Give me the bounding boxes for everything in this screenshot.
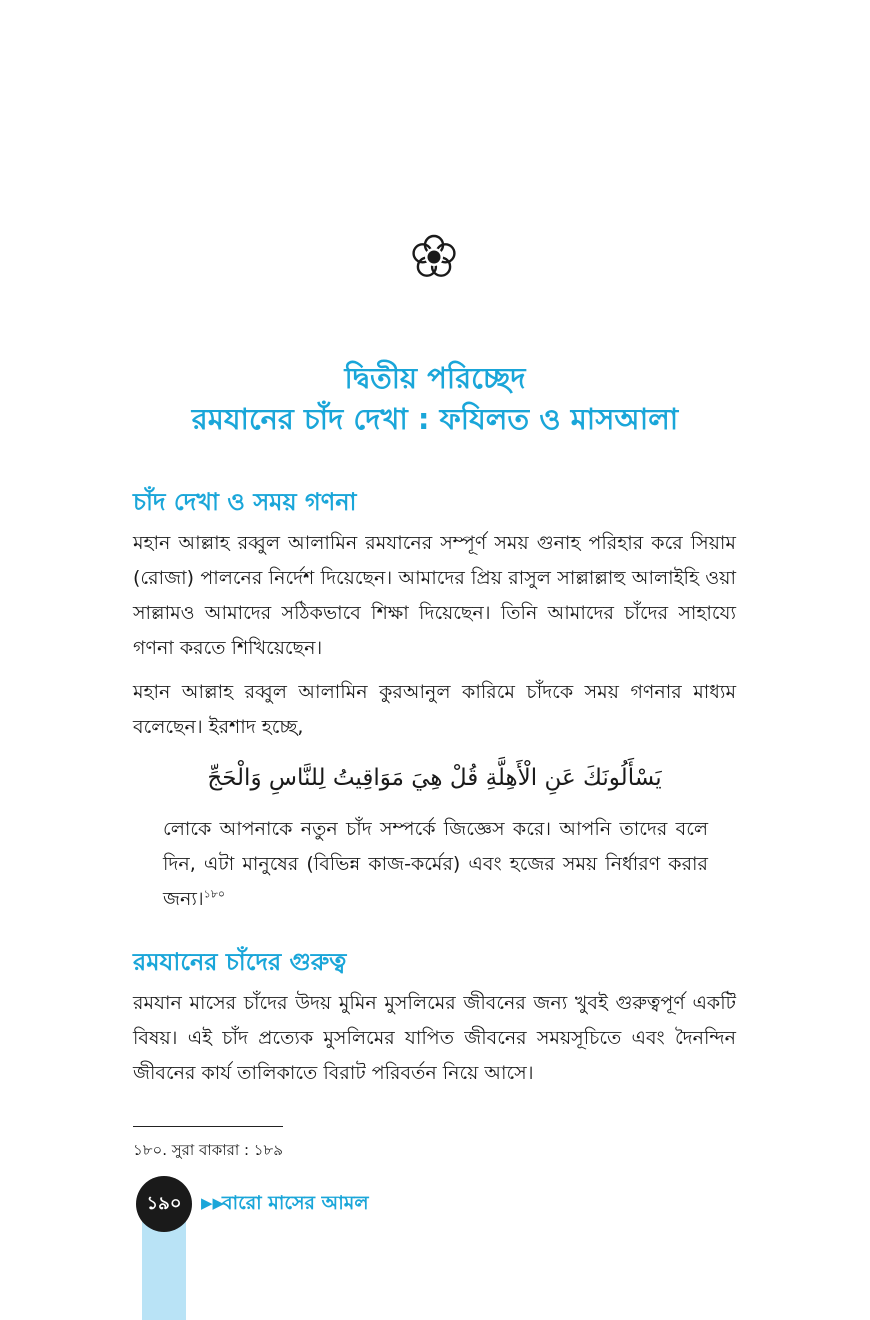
footnote-text: ১৮০. সুরা বাকারা : ১৮৯ xyxy=(133,1141,283,1159)
flower-ornament-icon xyxy=(410,233,458,281)
arabic-verse: يَسْأَلُونَكَ عَنِ الْأَهِلَّةِ قُلْ هِيَ مَوَاقِيتُ لِلنَّاسِ وَالْحَجِّ xyxy=(207,765,662,791)
paragraph-fasting-instruction: মহান আল্লাহ রব্বুল আলামিন রমযানের সম্পূর্ণ সময় গুনাহ পরিহার করে সিয়াম (রোজা) পালনের নির্দেশ দিয়েছেন। আমাদের প্রিয় রাসুল সাল্লাল্লাহু আলাইহি ওয়া সাল্লামও আমাদের সঠিকভাবে শিক্ষা দিয়েছেন। তিনি আমাদের চাঁদের সাহায্যে গণনা করতে শিখিয়েছেন। xyxy=(133,532,736,659)
chapter-label: দ্বিতীয় পরিচ্ছেদ xyxy=(344,361,526,395)
verse-translation xyxy=(163,812,708,917)
footnote-reference: ১৮০ xyxy=(203,887,226,901)
chapter-title: রমযানের চাঁদ দেখা : ফযিলত ও মাসআলা xyxy=(191,402,679,436)
paragraph-ramadan-moon: রমযান মাসের চাঁদের উদয় মুমিন মুসলিমের জীবনের জন্য খুবই গুরুত্বপূর্ণ একটি বিষয়। এই চাঁদ প্রত্যেক মুসলিমের যাপিত জীবনের সময়সূচিতে এবং দৈনন্দিন জীবনের কার্য তালিকাতে বিরাট পরিবর্তন নিয়ে আসে। xyxy=(133,992,736,1084)
page-number-badge xyxy=(136,1176,192,1232)
paragraph-quran-reference: মহান আল্লাহ রব্বুল আলামিন কুরআনুল কারিমে চাঁদকে সময় গণনার মাধ্যম বলেছেন। ইরশাদ হচ্ছে, xyxy=(133,681,736,738)
section-heading-ramadan-moon-importance: রমযানের চাঁদের গুরুত্ব xyxy=(133,948,347,976)
verse-translation-text: লোকে আপনাকে নতুন চাঁদ সম্পর্কে জিজ্ঞেস করে। আপনি তাদের বলে দিন, এটা মানুষের (বিভিন্ন কাজ-কর্মের) এবং হজের সময় নির্ধারণ করার জন্য। xyxy=(163,818,708,910)
running-title: বারো মাসের আমল xyxy=(222,1192,369,1214)
footnote-divider xyxy=(133,1126,283,1127)
double-arrow-icon: ▶▶ xyxy=(201,1194,225,1212)
page-number: ১৯০ xyxy=(146,1192,182,1214)
section-heading-moon-sighting: চাঁদ দেখা ও সময় গণনা xyxy=(133,488,357,516)
